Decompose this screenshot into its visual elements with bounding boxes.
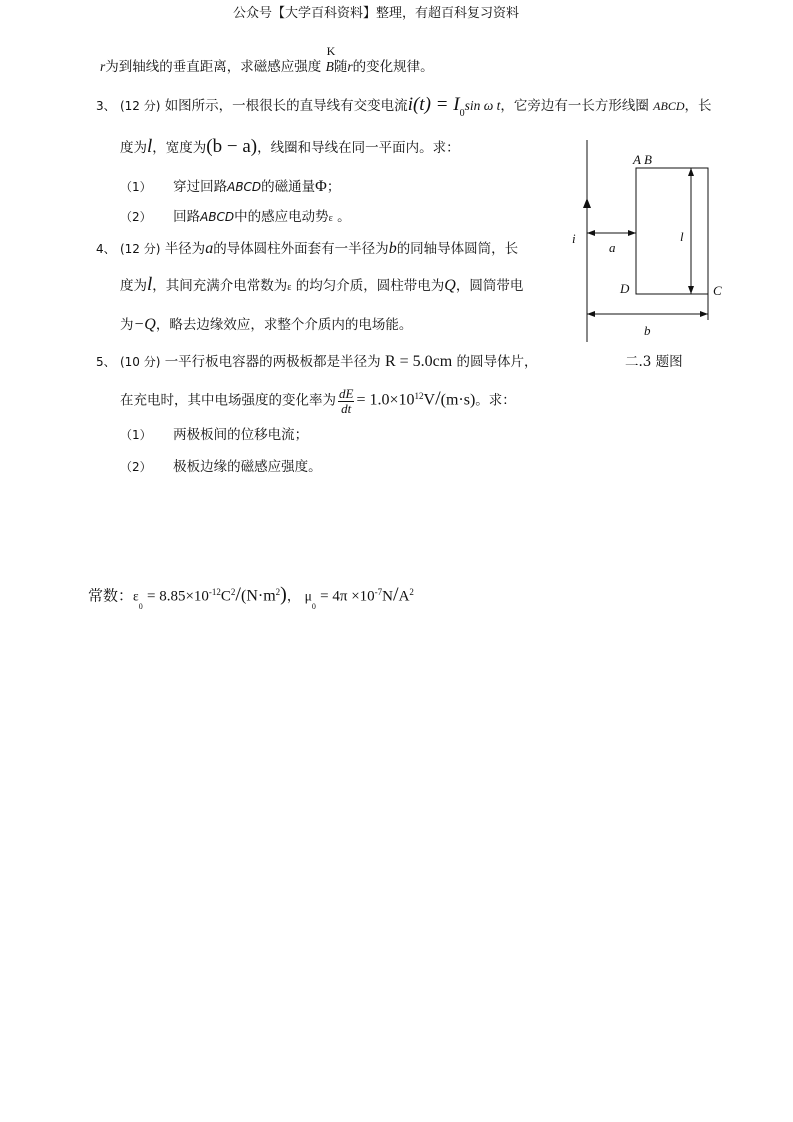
arrow-down-icon: [688, 286, 694, 294]
vector-b: K B: [325, 44, 336, 74]
page-header: 公众号【大学百科资料】整理，有超百科复习资料: [233, 6, 520, 21]
label-a: a: [609, 240, 616, 255]
q3-line1: 3、 (12 分) 如图所示，一根很长的直导线有交变电流$i(t) = I_0\sin$ ω t，它旁边有一长方形线圈 ABCD，长: [96, 94, 712, 119]
arrow-up-icon: [688, 168, 694, 176]
arrow-right-icon: [628, 230, 636, 236]
arrow-left-icon: [587, 230, 595, 236]
label-d: D: [620, 281, 630, 296]
q2-tail-line: r为到轴线的垂直距离，求磁感应强度 K B随r的变化规律。: [100, 44, 434, 75]
q3-sub2: （2） 回路ABCD中的感应电动势ε 。: [120, 209, 351, 225]
q3-line2: 度为l，宽度为(b − a)，线圈和导线在同一平面内。求：: [120, 136, 460, 157]
arrow-left-icon: [587, 311, 595, 317]
rate-fraction: $\frac{dE}{dt}$: [339, 385, 354, 416]
q5-sub2: （2） 极板边缘的磁感应强度。: [120, 459, 322, 475]
coil-rectangle: [636, 168, 708, 294]
q5-line2: 在充电时，其中电场强度的变化率为 $\frac{dE}{dt}$ = $1.0\times 10^{12}V/(m\cdot s)$。求：: [120, 385, 516, 416]
constants-line: 常数：$\varepsilon_0 = 8.85\times 10^{-12}C^2/(N\cdot m^2)$， $\mu_0 = 4\pi \times 10^{-7}N/A^2$: [88, 583, 414, 611]
q3-sub1: （1） 穿过回路ABCD的磁通量Φ；: [120, 178, 341, 195]
q4-line2: 度为l，其间充满介电常数为ε 的均匀介质，圆柱带电为Q，圆筒带电: [120, 274, 524, 295]
label-c: C: [713, 283, 722, 298]
arrow-right-icon: [700, 311, 708, 317]
q4-line3: 为−Q，略去边缘效应，求整个介质内的电场能。: [120, 316, 413, 333]
label-b: b: [644, 323, 651, 338]
label-l: l: [680, 229, 684, 244]
q4-line1: 4、 (12 分) 半径为a的导体圆柱外面套有一半径为b的同轴导体圆筒，长: [96, 240, 519, 257]
q5-sub1: （1） 两极板间的位移电流；: [120, 427, 309, 443]
label-ab: A B: [633, 152, 652, 167]
current-arrow-icon: [583, 198, 591, 208]
label-i: i: [572, 231, 576, 246]
figure-caption: 二.3 题图: [625, 354, 683, 370]
q5-line1: 5、 (10 分) 一平行板电容器的两极板都是半径为 R = 5.0cm 的圆导体片，: [96, 353, 538, 370]
coil-figure: [560, 140, 730, 350]
